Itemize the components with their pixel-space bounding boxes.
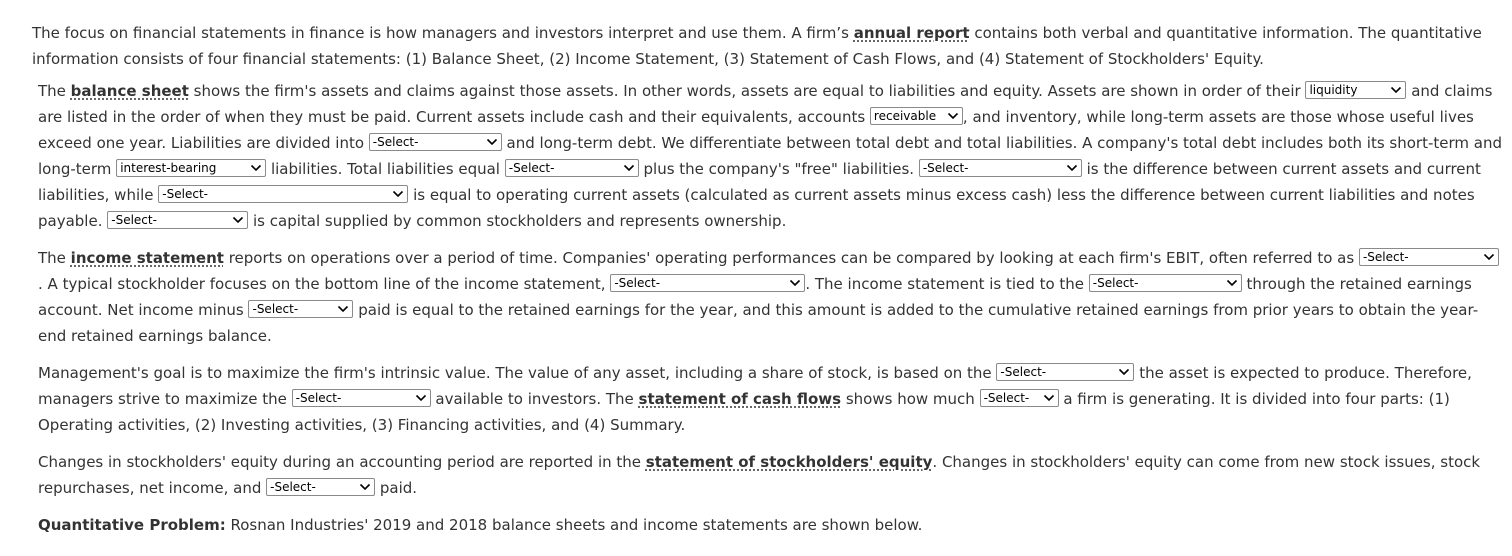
- text: available to investors. The: [430, 390, 639, 408]
- dropdown-value: -Select-: [983, 391, 1030, 405]
- text: is capital supplied by common stockholders and represents ownership.: [248, 212, 787, 230]
- text: Changes in stockholders' equity during an accounting period are reported in the: [38, 453, 646, 471]
- statement-of-cash-flows-link[interactable]: statement of cash flows: [638, 390, 842, 408]
- text: and long-term debt. We differentiate between total debt and total liabilities. A company's total debt includes both its short-term and long-term: [38, 134, 1502, 178]
- text: , and inventory, while long-term assets are those whose useful lives exceed one year. Liabilities are divided into: [38, 108, 1474, 152]
- text: plus the company's "free" liabilities.: [638, 160, 919, 178]
- dropdown-bottom-line[interactable]: [610, 274, 805, 292]
- dropdown-asset-order[interactable]: [1305, 81, 1406, 99]
- text: Management's goal is to maximize the firm's intrinsic value. The value of any asset, including a share of stock, is based on the: [38, 364, 997, 382]
- balance-sheet-link[interactable]: balance sheet: [70, 82, 189, 100]
- text: . The income statement is tied to the: [805, 275, 1089, 293]
- balance-sheet-paragraph: [38, 78, 1502, 234]
- chevron-down-icon: [1043, 391, 1055, 405]
- dropdown-ebit-alias[interactable]: [1359, 248, 1499, 266]
- text: shows how much: [841, 390, 980, 408]
- text: liabilities. Total liabilities equal: [266, 160, 505, 178]
- dropdown-value: -Select-: [295, 391, 342, 405]
- chevron-down-icon: [250, 161, 262, 175]
- dropdown-maximize-target[interactable]: [292, 389, 431, 407]
- dropdown-value: -Select-: [270, 480, 316, 494]
- dropdown-cash-generated[interactable]: [980, 389, 1059, 407]
- text: The: [38, 82, 71, 100]
- text: and claims are listed in the order of when they must be paid. Current assets include cash and their equivalents, accounts: [38, 82, 1493, 126]
- text: reports on operations over a period of time. Companies' operating performances can be compared by looking at each firm's EBIT, often referred to as: [223, 249, 1359, 267]
- dropdown-value: -Select-: [162, 187, 208, 201]
- dropdown-value: -Select-: [372, 135, 419, 149]
- chevron-down-icon: [232, 213, 244, 227]
- text: through the retained earnings account. Net income minus: [38, 275, 1472, 319]
- chevron-down-icon: [415, 391, 427, 405]
- text: The focus on financial statements in finance is how managers and investors interpret and use them. A firm’s: [32, 24, 854, 42]
- income-statement-paragraph: [38, 245, 1502, 349]
- text: is equal to operating current assets (calculated as current assets minus excess cash) less the difference between current liabilities and notes payable.: [38, 186, 1475, 230]
- chevron-down-icon: [1483, 250, 1495, 264]
- dropdown-value: -Select-: [1092, 276, 1139, 290]
- text: paid is equal to the retained earnings for the year, and this amount is added to the cumulative retained earnings from prior years to obtain the year-end retained earnings balance.: [38, 301, 1479, 345]
- stockholders-equity-paragraph: [38, 449, 1502, 501]
- dropdown-value: -Select-: [111, 213, 157, 227]
- statement-of-stockholders-equity-link[interactable]: statement of stockholders' equity: [645, 453, 933, 471]
- text: is the difference between current assets and current liabilities, while: [38, 160, 1481, 204]
- quantitative-problem-text: Rosnan Industries' 2019 and 2018 balance sheets and income statements are shown below.: [225, 516, 923, 534]
- chevron-down-icon: [1390, 83, 1402, 97]
- dropdown-liabilities-divided[interactable]: [369, 133, 502, 151]
- text: . A typical stockholder focuses on the bottom line of the income statement,: [38, 275, 611, 293]
- dropdown-long-term-liabilities[interactable]: [116, 159, 266, 177]
- intro-paragraph: [32, 20, 1502, 72]
- dropdown-value: liquidity: [1309, 83, 1358, 97]
- dropdown-value: -Select-: [922, 161, 969, 175]
- text: the asset is expected to produce. Therefore, managers strive to maximize the: [38, 364, 1472, 408]
- dropdown-value: interest-bearing: [120, 161, 217, 175]
- chevron-down-icon: [337, 302, 349, 316]
- dropdown-value: -Select-: [614, 276, 661, 290]
- dropdown-value: receivable: [873, 109, 937, 123]
- dropdown-accounts[interactable]: [870, 107, 963, 125]
- chevron-down-icon: [392, 187, 404, 201]
- dropdown-value: -Select-: [508, 161, 555, 175]
- dropdown-value: -Select-: [1000, 365, 1047, 379]
- dropdown-working-capital[interactable]: [919, 159, 1082, 177]
- chevron-down-icon: [623, 161, 635, 175]
- chevron-down-icon: [1118, 365, 1130, 379]
- dropdown-value: -Select-: [1362, 250, 1409, 264]
- text: paid.: [375, 479, 418, 497]
- chevron-down-icon: [1226, 276, 1238, 290]
- text: a firm is generating. It is divided into four parts: (1) Operating activities, (2) Investing activities, (3) Financing activities, and (4) Summary.: [38, 390, 1450, 434]
- chevron-down-icon: [359, 480, 371, 494]
- dropdown-common-equity[interactable]: [107, 211, 248, 229]
- dropdown-asset-value-basis[interactable]: [996, 363, 1134, 381]
- income-statement-link[interactable]: income statement: [70, 249, 224, 267]
- text: contains both verbal and quantitative information. The quantitative information consists of four financial statements: (1) Balance Sheet, (2) Income Statement, (3) Statement of Cash Flows, and (4) Statement of Stockholders' Equity.: [32, 24, 1482, 68]
- quantitative-problem: [38, 512, 1502, 538]
- dropdown-net-income-minus[interactable]: [248, 300, 353, 318]
- dropdown-equity-changes[interactable]: [266, 478, 375, 496]
- text: shows the firm's assets and claims against those assets. In other words, assets are equal to liabilities and equity. Assets are shown in order of their: [188, 82, 1306, 100]
- page-content: [32, 20, 1502, 538]
- questions-block: [32, 78, 1502, 538]
- chevron-down-icon: [789, 276, 801, 290]
- dropdown-total-liabilities[interactable]: [505, 159, 639, 177]
- dropdown-tied-statement[interactable]: [1089, 274, 1242, 292]
- chevron-down-icon: [486, 135, 498, 149]
- text: The: [38, 249, 71, 267]
- cash-flows-paragraph: [38, 360, 1502, 438]
- quantitative-problem-label: Quantitative Problem:: [38, 516, 226, 534]
- annual-report-link[interactable]: annual report: [853, 24, 970, 42]
- dropdown-net-operating-working-capital[interactable]: [158, 185, 408, 203]
- chevron-down-icon: [947, 109, 959, 123]
- dropdown-value: -Select-: [252, 302, 299, 316]
- chevron-down-icon: [1066, 161, 1078, 175]
- text: . Changes in stockholders' equity can come from new stock issues, stock repurchases, net income, and: [38, 453, 1481, 497]
